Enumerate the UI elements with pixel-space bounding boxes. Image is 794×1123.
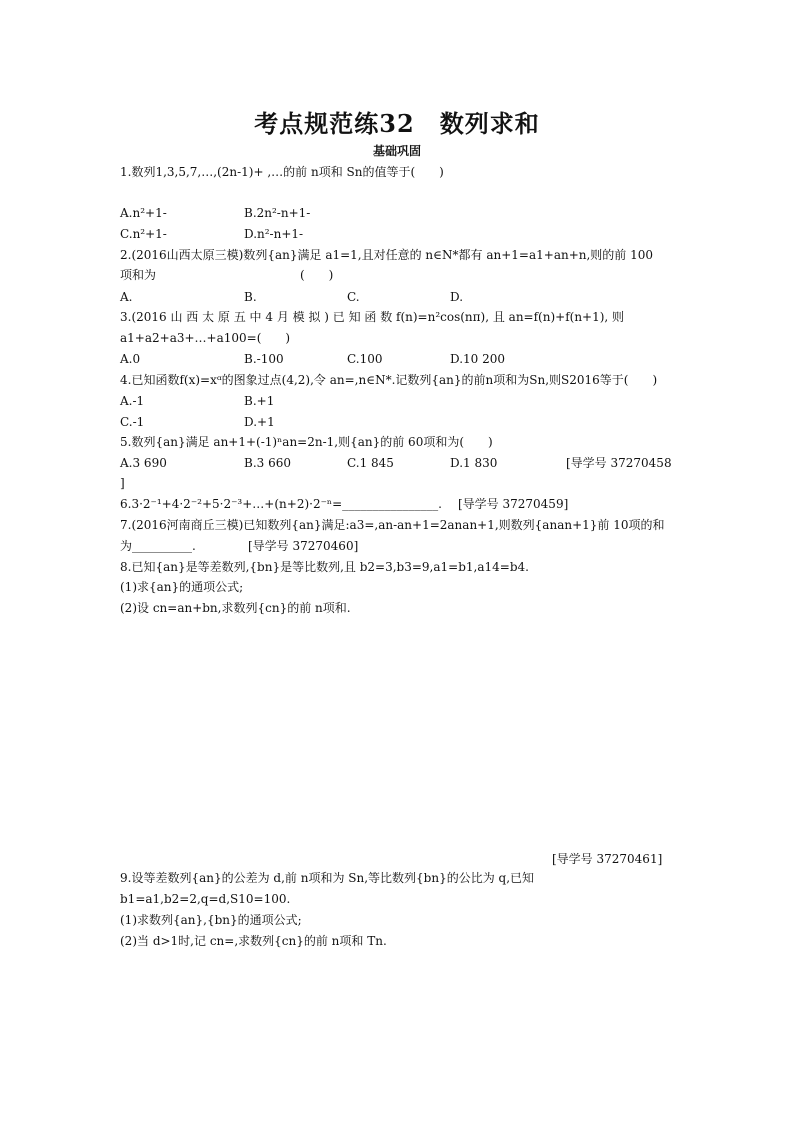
q9-part2: (2)当 d>1时,记 cn=,求数列{cn}的前 n项和 Tn.	[120, 934, 387, 948]
q7-guide-number: [导学号 37270460]	[248, 539, 359, 553]
q4-option-b: B.+1	[244, 394, 275, 408]
q5-option-b: B.3 660	[244, 456, 291, 470]
q9-part1: (1)求数列{an},{bn}的通项公式;	[120, 913, 302, 927]
q4-stem: 4.已知函数f(x)=xᵅ的图象过点(4,2),令 an=,n∈N*.记数列{an}的前n项和为Sn,则S2016等于( )	[120, 373, 658, 387]
q3-option-b: B.-100	[244, 352, 284, 366]
q2-option-a: A.	[120, 290, 133, 304]
q1-option-d: D.n²-n+1-	[244, 227, 304, 241]
q3-option-a: A.0	[120, 352, 141, 366]
q1-stem: 1.数列1,3,5,7,…,(2n-1)+ ,…的前 n项和 Sn的值等于( )	[120, 165, 444, 179]
section-heading: 基础巩固	[372, 144, 421, 158]
q5-stem: 5.数列{an}满足 an+1+(-1)ⁿan=2n-1,则{an}的前 60项和为( )	[120, 435, 493, 449]
q7-line1: 7.(2016河南商丘三模)已知数列{an}满足:a3=,an-an+1=2anan+1,则数列{anan+1}前 10项的和	[120, 518, 665, 532]
q4-option-c: C.-1	[120, 415, 145, 429]
q5-option-d: D.1 830	[450, 456, 498, 470]
q1-option-a: A.n²+1-	[120, 206, 167, 220]
q6-guide-number: [导学号 37270459]	[458, 497, 569, 511]
q7-line2: 为__________.	[120, 539, 196, 553]
q1-option-b: B.2n²-n+1-	[244, 206, 311, 220]
q3-option-d: D.10 200	[450, 352, 505, 366]
q1-option-c: C.n²+1-	[120, 227, 167, 241]
q9-line2: b1=a1,b2=2,q=d,S10=100.	[120, 892, 291, 906]
q3-line1: 3.(2016 山 西 太 原 五 中 4 月 模 拟 ) 已 知 函 数 f(n)=n²cos(nπ), 且 an=f(n)+f(n+1), 则	[120, 310, 625, 324]
q8-part1: (1)求{an}的通项公式;	[120, 580, 244, 594]
q2-line2: 项和为 ( )	[120, 268, 334, 282]
q5-option-c: C.1 845	[347, 456, 394, 470]
q8-stem: 8.已知{an}是等差数列,{bn}是等比数列,且 b2=3,b3=9,a1=b1,a14=b4.	[120, 560, 529, 574]
q2-line1: 2.(2016山西太原三模)数列{an}满足 a1=1,且对任意的 n∈N*都有 an+1=a1+an+n,则的前 100	[120, 248, 654, 262]
q2-option-b: B.	[244, 290, 257, 304]
q5-guide-number: [导学号 37270458	[566, 456, 672, 470]
q9-line1: 9.设等差数列{an}的公差为 d,前 n项和为 Sn,等比数列{bn}的公比为 q,已知	[120, 871, 535, 885]
q2-option-d: D.	[450, 290, 464, 304]
q3-option-c: C.100	[347, 352, 383, 366]
q8-part2: (2)设 cn=an+bn,求数列{cn}的前 n项和.	[120, 601, 351, 615]
q5-option-a: A.3 690	[120, 456, 167, 470]
q6-stem: 6.3·2⁻¹+4·2⁻²+5·2⁻³+…+(n+2)·2⁻ⁿ=________________.	[120, 497, 442, 511]
q5-guide-number-end: ]	[120, 476, 125, 490]
q3-line2: a1+a2+a3+…+a100=( )	[120, 331, 291, 345]
q4-option-d: D.+1	[244, 415, 275, 429]
q8-guide-number: [导学号 37270461]	[552, 852, 663, 866]
q4-option-a: A.-1	[120, 394, 145, 408]
page-title: 考点规范练32 数列求和	[254, 109, 540, 138]
q2-option-c: C.	[347, 290, 360, 304]
